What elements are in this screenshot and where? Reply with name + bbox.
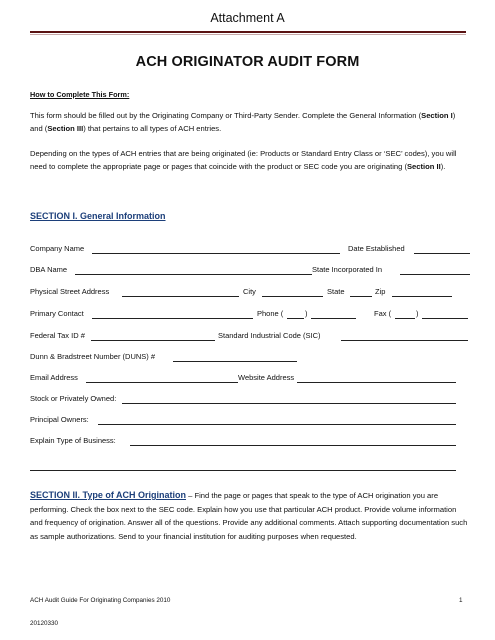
phone-number-field[interactable] <box>311 309 356 319</box>
sic-label: Standard Industrial Code (SIC) <box>218 331 321 340</box>
primary-contact-field[interactable] <box>92 309 253 319</box>
header-rule <box>30 31 466 33</box>
business-type-label: Explain Type of Business: <box>30 436 116 445</box>
zip-field[interactable] <box>392 287 452 297</box>
phone-label: Phone ( <box>257 309 284 318</box>
zip-label: Zip <box>375 287 386 296</box>
para1-text-a: This form should be filled out by the Originating Company or Third-Party Sender. Complete the General Information ( <box>30 111 422 120</box>
website-field[interactable] <box>297 373 456 383</box>
federal-tax-id-label: Federal Tax ID # <box>30 331 85 340</box>
city-label: City <box>243 287 256 296</box>
section2-text: – Find the page or pages that speak to the type of ACH origination you are performing. Check the box next to the SEC code. Explain how you use that particular ACH product. Provide volume information and frequency of origination. Answer all of the questions. Provide any additional comments. Attach supporting documentation such as sample authorizations. Send to your financial institution for auditing purposes when requested. <box>30 491 468 541</box>
phone-close-paren: ) <box>305 309 308 318</box>
instructions-paragraph-1 <box>30 110 470 135</box>
company-name-label: Company Name <box>30 244 85 253</box>
email-field[interactable] <box>86 373 238 383</box>
attachment-header: Attachment A <box>210 11 285 25</box>
duns-field[interactable] <box>173 352 297 362</box>
fax-number-field[interactable] <box>422 309 468 319</box>
principal-owners-label: Principal Owners: <box>30 415 89 424</box>
para1-text-e: ) that pertains to all types of ACH entries. <box>83 123 222 133</box>
instructions-paragraph-2 <box>30 148 470 173</box>
physical-street-label: Physical Street Address <box>30 287 110 296</box>
para1-section-i: Section I <box>421 111 453 120</box>
duns-label: Dunn & Bradstreet Number (DUNS) # <box>30 352 156 361</box>
dba-name-label: DBA Name <box>30 265 68 274</box>
form-title: ACH ORIGINATOR AUDIT FORM <box>135 54 360 70</box>
business-type-continuation-field[interactable] <box>30 470 456 471</box>
federal-tax-id-field[interactable] <box>91 331 215 341</box>
city-field[interactable] <box>262 287 323 297</box>
para2-text-a: Depending on the types of ACH entries that are being originated (ie: Products or Standard Entry Class or ‘SEC’ codes), you will need to complete the appropriate page or pages that coincide with the product or SEC code you are originating ( <box>30 149 457 171</box>
para2-section-ii: Section II <box>406 161 441 171</box>
para1-text-c: ) and ( <box>30 111 456 133</box>
stock-private-field[interactable] <box>122 394 456 404</box>
para1-section-iii: Section III <box>47 123 84 133</box>
primary-contact-label: Primary Contact <box>30 309 84 318</box>
footer-guide: ACH Audit Guide For Originating Companies 2010 <box>30 597 171 604</box>
date-established-field[interactable] <box>414 244 470 254</box>
header-rule-secondary <box>30 34 466 35</box>
footer-page-number: 1 <box>459 597 463 604</box>
section2-block <box>30 489 470 543</box>
state-label: State <box>327 287 345 296</box>
instructions-heading: How to Complete This Form: <box>30 90 130 99</box>
email-label: Email Address <box>30 373 78 382</box>
fax-area-field[interactable] <box>395 309 415 319</box>
sic-field[interactable] <box>341 331 468 341</box>
state-incorporated-field[interactable] <box>400 265 470 275</box>
dba-name-field[interactable] <box>75 265 312 275</box>
state-field[interactable] <box>350 287 372 297</box>
business-type-field[interactable] <box>130 436 456 446</box>
company-name-field[interactable] <box>92 244 340 254</box>
website-label: Website Address <box>238 373 295 382</box>
footer-date-code: 20120330 <box>30 620 59 627</box>
stock-private-label: Stock or Privately Owned: <box>30 394 117 403</box>
fax-close-paren: ) <box>416 309 419 318</box>
phone-area-field[interactable] <box>287 309 304 319</box>
physical-street-field[interactable] <box>122 287 239 297</box>
principal-owners-field[interactable] <box>98 415 456 425</box>
section1-heading: SECTION I. General Information <box>30 211 166 221</box>
date-established-label: Date Established <box>348 244 405 253</box>
para2-text-c: ). <box>440 161 446 171</box>
fax-label: Fax ( <box>374 309 392 318</box>
state-incorporated-label: State Incorporated In <box>312 265 383 274</box>
section2-heading: SECTION II. Type of ACH Origination <box>30 490 187 500</box>
